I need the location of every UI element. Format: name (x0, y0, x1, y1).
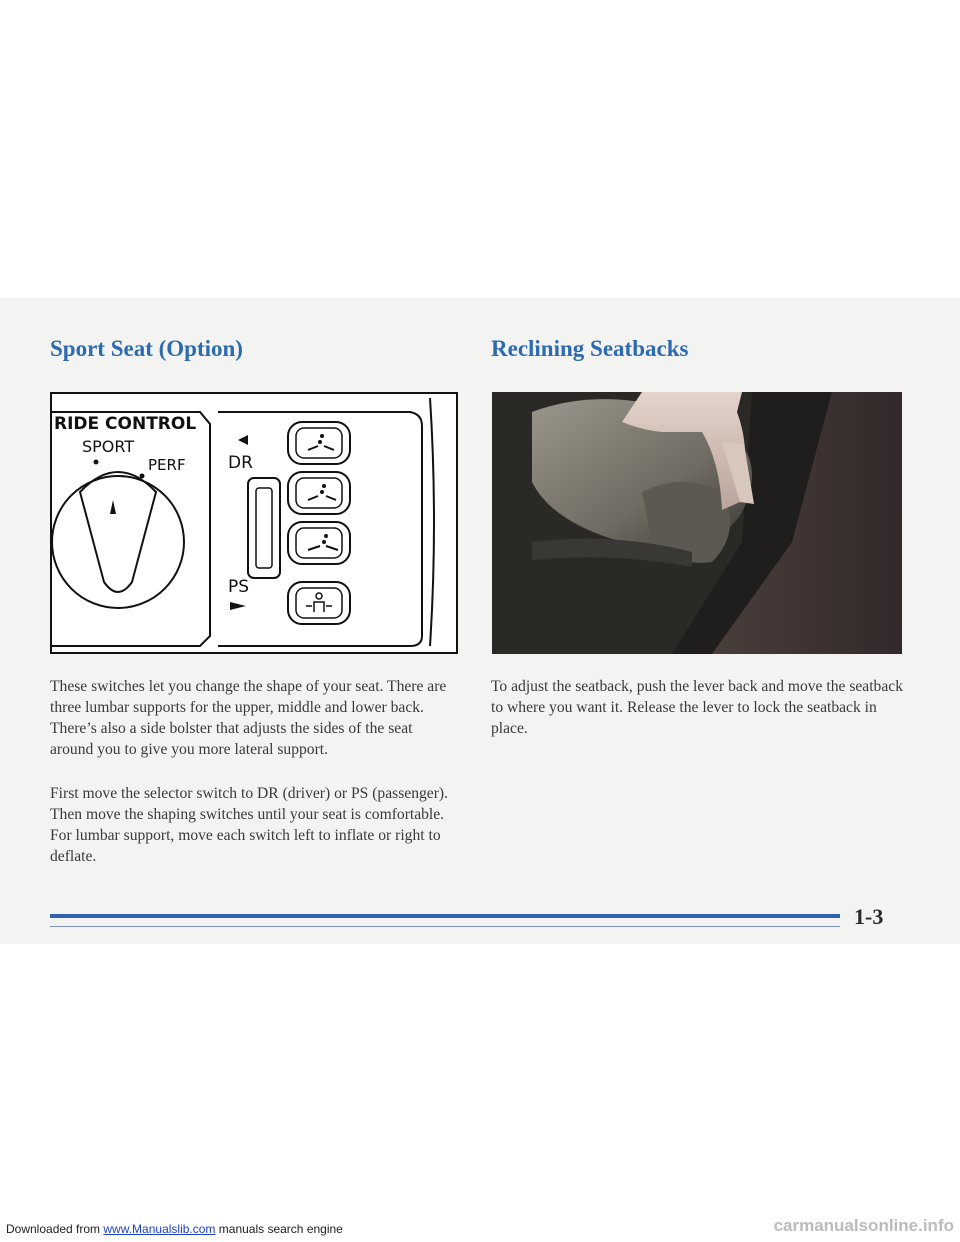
recliner-lever-photo (492, 392, 902, 654)
reclining-paragraph-1: To adjust the seatback, push the lever back and move the seatback to where you want it. Release the lever to lock the seatback in place. (491, 678, 903, 737)
dr-label: DR (228, 453, 253, 473)
seat-control-panel-figure (50, 392, 458, 654)
watermark: carmanualsonline.info (773, 1216, 954, 1235)
recliner-photo-drawing (492, 392, 902, 654)
footer-suffix: manuals search engine (215, 1222, 343, 1236)
seat-control-panel-drawing (50, 392, 458, 654)
download-footer (6, 1222, 343, 1236)
ps-label: PS (228, 577, 250, 597)
footer-rule-thick (50, 914, 840, 918)
footer-prefix: Downloaded from (6, 1222, 104, 1236)
reclining-seatbacks-heading: Reclining Seatbacks (491, 336, 689, 361)
sport-label: SPORT (82, 437, 135, 456)
sport-seat-heading: Sport Seat (Option) (50, 336, 243, 361)
page-number: 1-3 (854, 904, 884, 929)
footer-rule-thin (50, 926, 840, 927)
sport-seat-paragraph-1: These switches let you change the shape of your seat. There are three lumbar supports for the upper, middle and lower back. There’s also a side bolster that adjusts the sides of the seat around you to give you more lateral support. (50, 678, 447, 758)
sport-seat-paragraph-2: First move the selector switch to DR (driver) or PS (passenger). Then move the shaping switches until your seat is comfortable. For lumbar support, move each switch left to inflate or right to deflate. (50, 785, 448, 865)
perf-label: PERF (148, 456, 186, 474)
ride-control-label: RIDE CONTROL (54, 414, 197, 434)
manualslib-link[interactable]: www.Manualslib.com (103, 1222, 216, 1236)
sport-dot (94, 460, 99, 465)
